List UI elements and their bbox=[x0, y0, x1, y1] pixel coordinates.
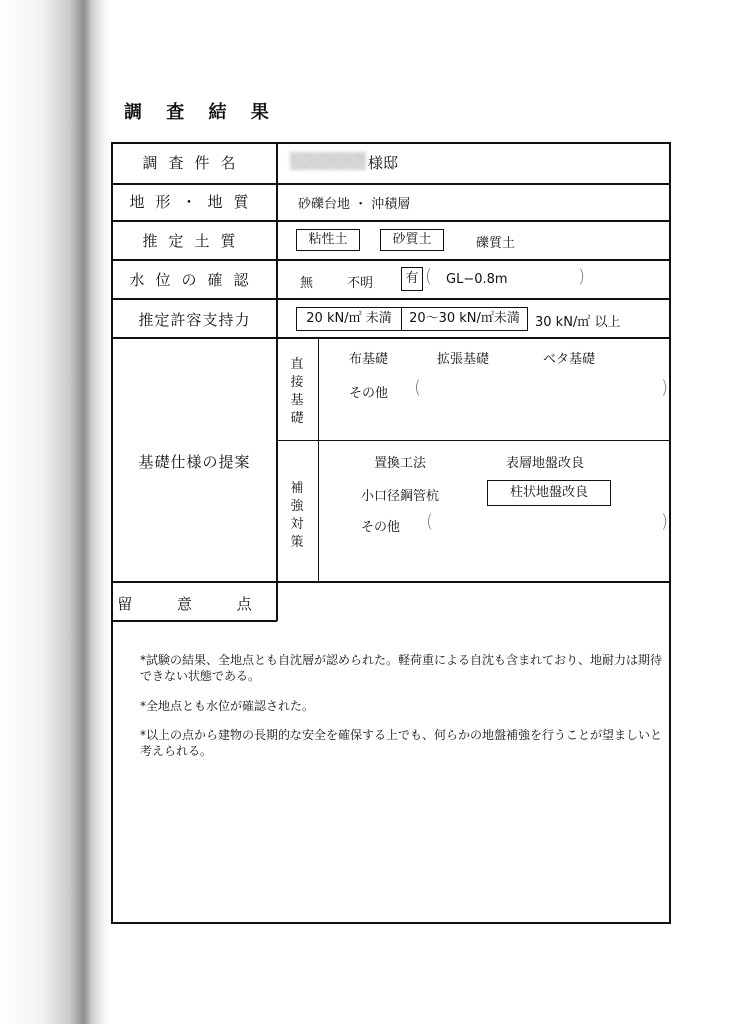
label-column-divider bbox=[276, 143, 278, 621]
row-divider bbox=[112, 183, 670, 185]
note-item: *全地点とも水位が確認された。 bbox=[140, 699, 315, 713]
label-foundation-proposal: 基礎仕様の提案 bbox=[138, 453, 251, 471]
row-divider bbox=[112, 220, 670, 222]
page-title: 調 査 結 果 bbox=[124, 102, 278, 123]
row-divider bbox=[112, 337, 670, 339]
direct-option-spread: 拡張基礎 bbox=[437, 352, 490, 367]
water-option-unknown: 不明 bbox=[347, 276, 374, 291]
note-item: *以上の点から建物の長期的な安全を確保する上でも、何らかの地盤補強を行うことが望ましいと考えられる。 bbox=[140, 728, 663, 758]
label-direct-foundation: 直接基礎 bbox=[290, 357, 304, 426]
bracket-close: ) bbox=[661, 377, 669, 398]
soil-option-sand-selected: 砂質土 bbox=[380, 229, 444, 251]
terrain-value: 砂礫台地 ・ 沖積層 bbox=[298, 197, 411, 212]
reinforce-option-column-improvement-selected: 柱状地盤改良 bbox=[487, 480, 611, 506]
direct-option-other: その他 bbox=[349, 386, 389, 401]
redacted-name bbox=[290, 152, 366, 170]
reinforce-option-replacement: 置換工法 bbox=[374, 456, 427, 471]
water-option-yes-selected: 有 bbox=[401, 267, 423, 291]
label-water-level: 水位の確認 bbox=[129, 271, 260, 289]
note-item: *試験の結果、全地点とも自沈層が認められた。軽荷重による自沈も含まれており、地耐力は期待できない状態である。 bbox=[140, 653, 663, 683]
water-depth-value: GL−0.8m bbox=[446, 272, 508, 287]
bearing-option-over-30: 30 kN/㎡ 以上 bbox=[535, 315, 621, 330]
reinforce-option-other: その他 bbox=[361, 520, 401, 535]
direct-option-strip: 布基礎 bbox=[349, 352, 389, 367]
reinforce-option-steel-pipe-pile: 小口径鋼管杭 bbox=[361, 489, 440, 504]
row-divider bbox=[112, 298, 670, 300]
reinforce-option-surface-improvement: 表層地盤改良 bbox=[506, 456, 585, 471]
water-option-none: 無 bbox=[300, 276, 314, 291]
sub-row-divider bbox=[277, 440, 670, 441]
direct-option-mat: ベタ基礎 bbox=[543, 352, 596, 367]
bearing-option-under-20: 20 kN/㎡ 未満 bbox=[296, 307, 402, 331]
label-survey-name: 調査件名 bbox=[142, 154, 247, 172]
bracket-close: ) bbox=[578, 266, 586, 287]
label-notes: 留 意 点 bbox=[117, 595, 272, 613]
bracket-open: ( bbox=[425, 266, 433, 287]
page-binding-shadow bbox=[0, 0, 112, 1024]
bracket-open: ( bbox=[414, 377, 422, 398]
row-divider bbox=[112, 581, 670, 583]
sub-label-column-divider bbox=[318, 338, 319, 581]
bracket-open: ( bbox=[426, 511, 434, 532]
soil-option-gravel: 礫質土 bbox=[476, 236, 516, 251]
survey-name-value: 様邸 bbox=[368, 154, 399, 172]
notes-label-underline bbox=[112, 620, 277, 622]
bracket-close: ) bbox=[661, 511, 669, 532]
label-terrain: 地形・地質 bbox=[129, 193, 260, 211]
label-bearing-capacity: 推定許容支持力 bbox=[138, 311, 251, 329]
label-reinforcement: 補強対策 bbox=[290, 481, 304, 550]
soil-option-clay-selected: 粘性土 bbox=[296, 229, 360, 251]
row-divider bbox=[112, 259, 670, 261]
bearing-option-20-30-selected: 20〜30 kN/㎡未満 bbox=[401, 307, 528, 331]
label-soil: 推定土質 bbox=[142, 232, 247, 250]
